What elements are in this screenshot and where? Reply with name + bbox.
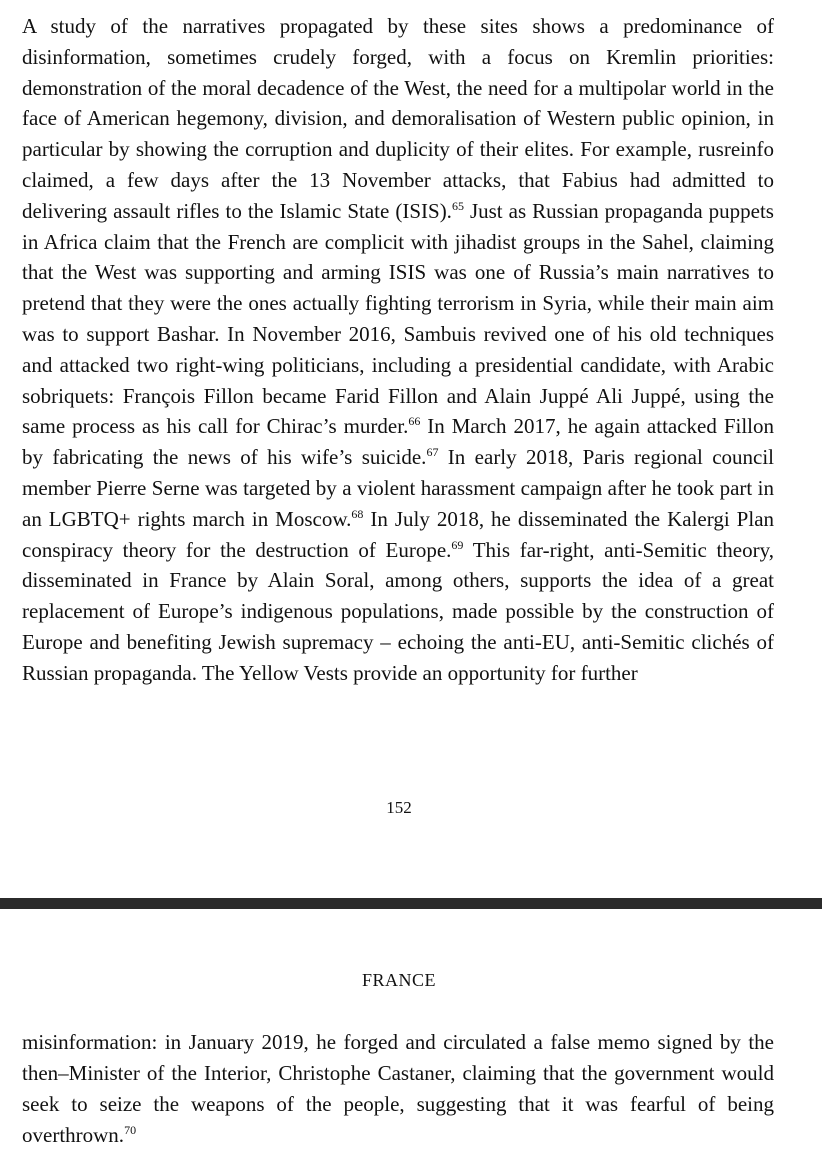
footnote-ref-69: 69 — [451, 537, 464, 552]
footnote-ref-70: 70 — [124, 1123, 137, 1137]
page-number: 152 — [386, 798, 412, 817]
body-paragraph — [22, 11, 774, 689]
text-segment: This far-right, anti-Semitic theory, disseminated in France by Alain Soral, among others, supports the idea of a great replacement of Europe’s indigenous populations, made possible by the construction of Europe and benefiting Jewish supremacy – echoing the anti-EU, anti-Semitic clichés of Russian propaganda. The Yellow Vests provide an opportunity for further — [22, 537, 774, 685]
footnote-ref-66: 66 — [408, 414, 421, 429]
text-segment: A study of the narratives propagated by these sites shows a predominance of disinformation, sometimes crudely forged, with a focus on Kremlin priorities: demonstration of the moral decadence of the West, the need for a multipolar world in the face of American hegemony, division, and demoralisation of Western public opinion, in particular by showing the corruption and duplicity of their elites. For example, rusreinfo claimed, a few days after the 13 November attacks, that Fabius had admitted to delivering assault rifles to the Islamic State (ISIS). — [22, 14, 774, 223]
page-divider — [0, 898, 822, 909]
body-paragraph-continued — [22, 1027, 774, 1151]
text-segment: In early 2018, Paris regional council member Pierre Serne was targeted by a violent harassment campaign after he took part in an LGBTQ+ rights march in Moscow. — [22, 445, 774, 531]
running-head: FRANCE — [361, 970, 436, 990]
footnote-ref-68: 68 — [351, 506, 364, 521]
footnote-ref-65: 65 — [451, 198, 464, 213]
text-segment: misinformation: in January 2019, he forged and circulated a false memo signed by the then–Minister of the Interior, Christophe Castaner, claiming that the government would seek to seize the weapons of the people, suggesting that it was fearful of being overthrown. — [22, 1030, 774, 1147]
text-segment: Just as Russian propaganda puppets in Africa claim that the French are complicit with jihadist groups in the Sahel, claiming that the West was supporting and arming ISIS was one of Russia’s main narratives to pretend that they were the ones actually fighting terrorism in Syria, while their main aim was to support Bashar. In November 2016, Sambuis revived one of his old techniques and attacked two right-wing politicians, including a presidential candidate, with Arabic sobriquets: François Fillon became Farid Fillon and Alain Juppé Ali Juppé, using the same process as his call for Chirac’s murder. — [22, 198, 774, 439]
text-segment: In March 2017, he again attacked Fillon by fabricating the news of his wife’s suicide. — [22, 414, 774, 470]
text-segment: In July 2018, he disseminated the Kalergi Plan conspiracy theory for the destruction of Europe. — [22, 506, 775, 562]
footnote-ref-67: 67 — [426, 445, 439, 460]
